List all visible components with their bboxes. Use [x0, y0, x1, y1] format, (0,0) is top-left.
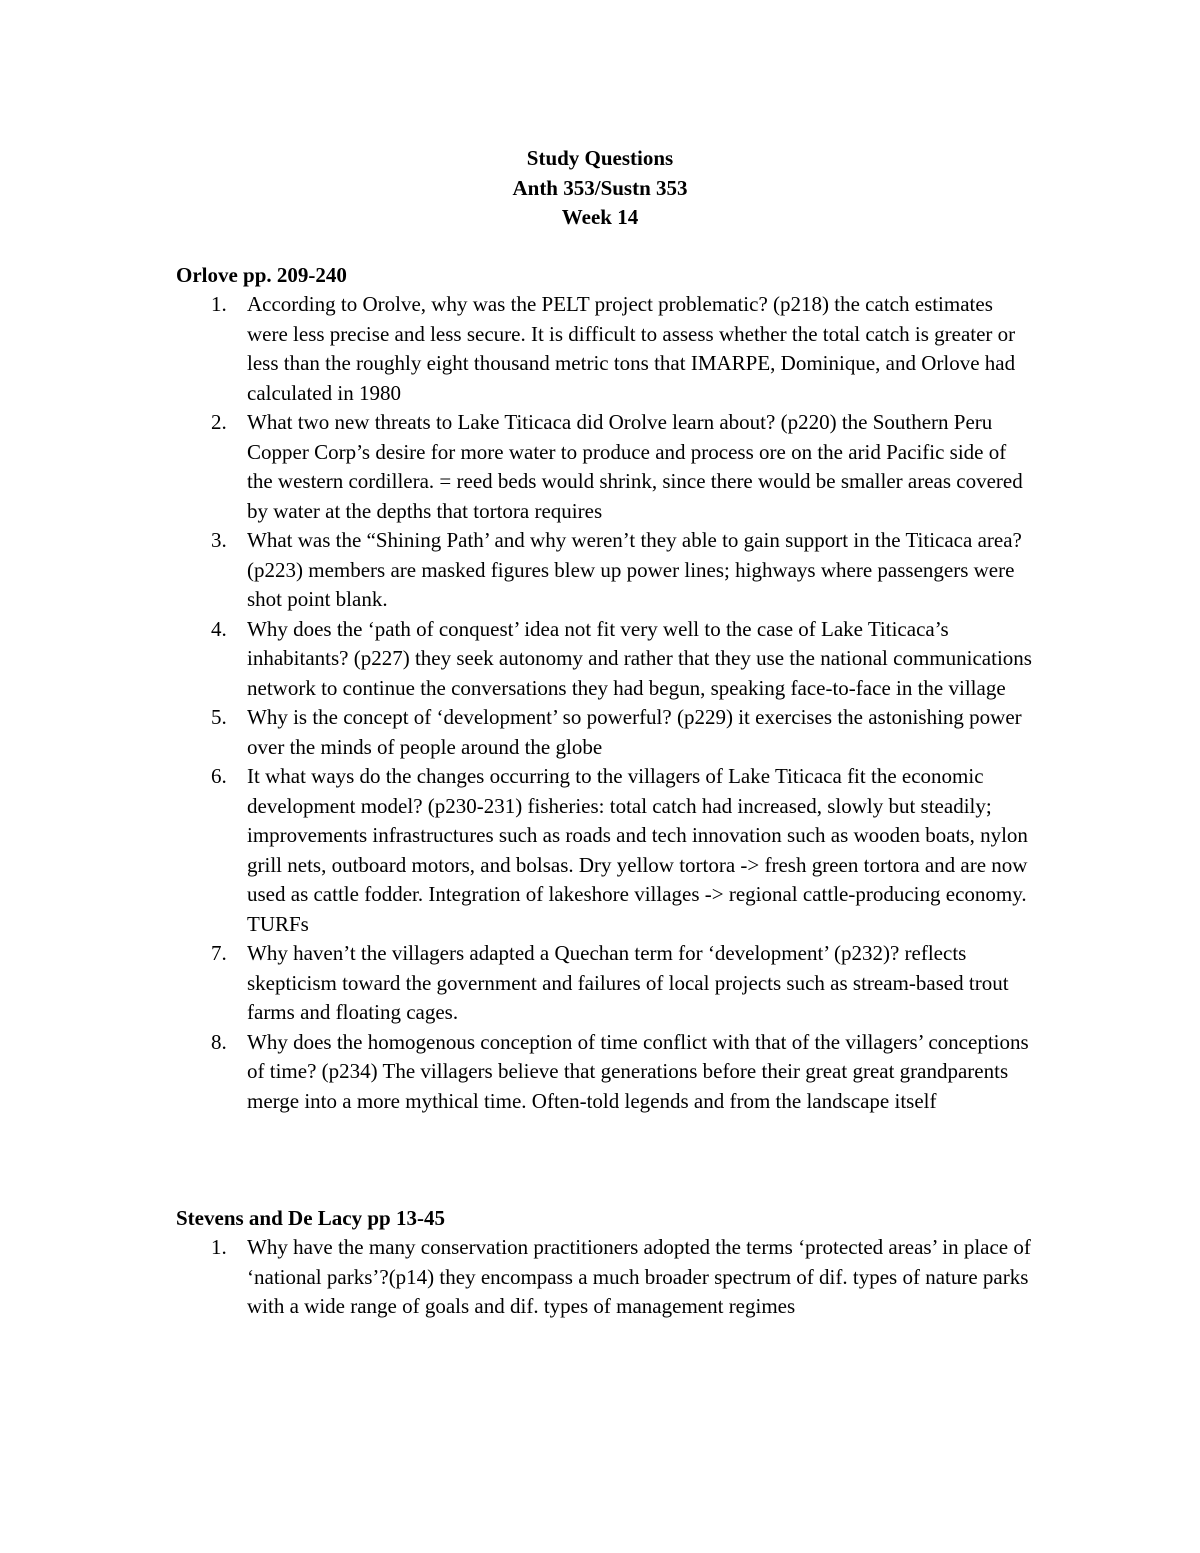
question-text: It what ways do the changes occurring to the villagers of Lake Titicaca fit the economic development model? (p230-231) fisheries: total catch had increased, slowly but steadily; improvements infrastructures such as roads and tech innovation such as wooden boats, nylon grill nets, outboard motors, and bolsas. Dry yellow tortora -> fresh green tortora and are now used as cattle fodder. Integration of lakeshore villages -> regional cattle-producing economy. TURFs — [247, 764, 1028, 936]
question-number: 2. — [211, 410, 227, 434]
question-item — [176, 408, 1036, 526]
question-item — [176, 939, 1036, 1028]
question-number: 1. — [211, 1235, 227, 1259]
question-number: 3. — [211, 528, 227, 552]
week-label: Week 14 — [561, 205, 639, 229]
question-number: 7. — [211, 941, 227, 965]
question-text: According to Orolve, why was the PELT project problematic? (p218) the catch estimates were less precise and less secure. It is difficult to assess whether the total catch is greater or less than the roughly eight thousand metric tons that IMARPE, Dominique, and Orlove had calculated in 1980 — [247, 292, 1016, 405]
question-number: 4. — [211, 616, 227, 641]
question-text: Why does the homogenous conception of time conflict with that of the villagers’ conceptions of time? (p234) The villagers believe that generations before their great great grandparents merge into a more mythical time. Often-told legends and from the landscape itself — [247, 1029, 1029, 1113]
course-code: Anth 353/Sustn 353 — [512, 175, 688, 200]
question-item — [176, 615, 1036, 704]
document-title-block — [0, 144, 1200, 233]
section-heading-stevens: Stevens and De Lacy pp 13-45 — [176, 1206, 445, 1230]
question-text: Why is the concept of ‘development’ so powerful? (p229) it exercises the astonishing power over the minds of people around the globe — [247, 705, 1022, 759]
question-item — [176, 290, 1036, 408]
question-number: 6. — [211, 764, 227, 788]
document-title: Study Questions — [526, 146, 674, 170]
question-text: Why haven’t the villagers adapted a Quechan term for ‘development’ (p232)? reflects skepticism toward the government and failures of local projects such as stream-based trout farms and floating cages. — [247, 941, 1009, 1024]
section-heading-orlove: Orlove pp. 209-240 — [176, 263, 347, 287]
question-item — [176, 762, 1036, 939]
question-text: Why have the many conservation practitioners adopted the terms ‘protected areas’ in place of ‘national parks’?(p14) they encompass a much broader spectrum of dif. types of nature parks with a wide range of goals and dif. types of management regimes — [247, 1235, 1031, 1318]
question-item — [176, 526, 1036, 615]
question-list-orlove — [176, 290, 1036, 1116]
question-text: Why does the ‘path of conquest’ idea not fit very well to the case of Lake Titicaca’s inhabitants? (p227) they seek autonomy and rather that they use the national communications network to continue the conversations they had begun, speaking face-to-face in the village — [247, 616, 1032, 700]
question-text: What two new threats to Lake Titicaca did Orolve learn about? (p220) the Southern Peru Copper Corp’s desire for more water to produce and process ore on the arid Pacific side of the western cordillera. = reed beds would shrink, since there would be smaller areas covered by water at the depths that tortora requires — [247, 410, 1023, 523]
question-text: What was the “Shining Path’ and why weren’t they able to gain support in the Titicaca area? (p223) members are masked figures blew up power lines; highways where passengers were shot point blank. — [247, 528, 1022, 611]
question-item — [176, 1233, 1036, 1322]
question-item — [176, 1028, 1036, 1117]
question-number: 1. — [211, 292, 227, 316]
question-list-stevens — [176, 1233, 1036, 1322]
question-number: 8. — [211, 1029, 227, 1054]
question-item — [176, 703, 1036, 762]
question-number: 5. — [211, 705, 227, 729]
